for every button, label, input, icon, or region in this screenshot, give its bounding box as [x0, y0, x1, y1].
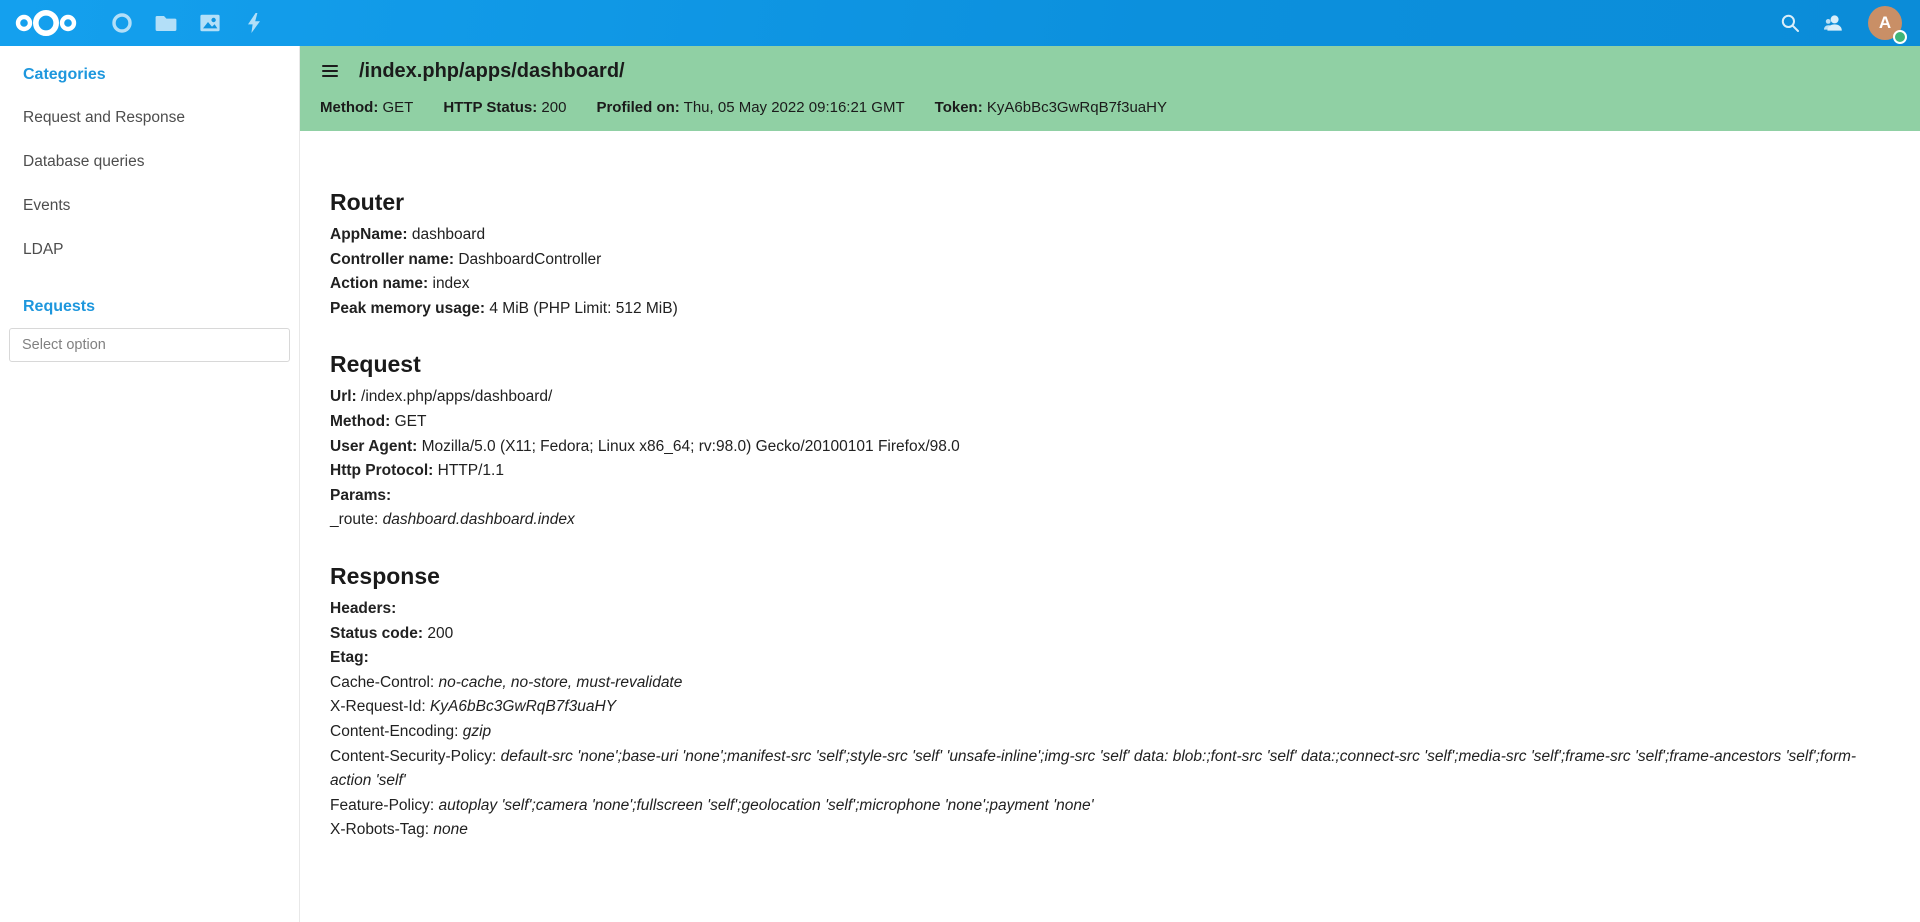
detail-line — [330, 622, 1860, 647]
detail-value: no-cache, no-store, must-revalidate — [434, 673, 683, 691]
topbar — [0, 0, 1920, 46]
detail-line — [330, 484, 1860, 509]
profiler-details — [300, 131, 1920, 913]
categories-heading: Categories — [23, 66, 106, 83]
magnifier-icon — [1780, 13, 1800, 33]
detail-label: Etag: — [330, 649, 369, 667]
detail-label: Status code: — [330, 624, 424, 642]
detail-line — [330, 818, 1860, 843]
detail-value: KyA6bBc3GwRqB7f3uaHY — [425, 698, 617, 716]
detail-line — [330, 597, 1860, 622]
detail-line — [330, 745, 1860, 794]
detail-line — [330, 297, 1860, 322]
detail-label: _route: — [330, 511, 379, 529]
detail-value: index — [428, 275, 470, 293]
meta-label: HTTP Status: — [443, 99, 538, 116]
detail-label: AppName: — [330, 226, 408, 243]
lightning-icon — [245, 12, 263, 34]
detail-value: dashboard.dashboard.index — [378, 511, 575, 529]
profiled-url-title: /index.php/apps/dashboard/ — [359, 59, 625, 82]
sidebar — [0, 46, 300, 922]
detail-line — [330, 385, 1860, 410]
sidebar-item-request-and-response[interactable]: Request and Response — [23, 109, 186, 126]
detail-value: none — [429, 821, 468, 839]
profile-header-meta-row — [313, 99, 1900, 116]
detail-label: X-Request-Id: — [330, 698, 426, 716]
requests-select[interactable]: Select option — [9, 328, 290, 362]
meta-method- — [320, 99, 413, 116]
detail-value: HTTP/1.1 — [433, 462, 504, 480]
folder-icon — [155, 12, 177, 34]
detail-line — [330, 223, 1860, 248]
detail-label: Content-Encoding: — [330, 722, 459, 740]
sidebar-item-ldap[interactable]: LDAP — [23, 241, 64, 258]
detail-label: Cache-Control: — [330, 673, 435, 691]
app-activity-button[interactable] — [232, 0, 276, 46]
detail-value: Mozilla/5.0 (X11; Fedora; Linux x86_64; rv:98.0) Gecko/20100101 Firefox/98.0 — [417, 437, 960, 455]
main-layout — [0, 46, 1920, 922]
requests-heading: Requests — [23, 298, 96, 315]
detail-line — [330, 720, 1860, 745]
detail-line — [330, 435, 1860, 460]
detail-line — [330, 695, 1860, 720]
online-status-dot — [1893, 30, 1907, 44]
nextcloud-logo-icon — [15, 8, 77, 38]
avatar[interactable] — [1868, 6, 1902, 40]
categories-list — [0, 96, 299, 272]
detail-label: Http Protocol: — [330, 462, 434, 480]
detail-value: gzip — [458, 722, 492, 740]
detail-label: Feature-Policy: — [330, 796, 435, 814]
detail-label: X-Robots-Tag: — [330, 821, 430, 839]
detail-line — [330, 671, 1860, 696]
detail-line — [330, 248, 1860, 273]
section-title: Response — [330, 562, 440, 589]
ring-icon — [111, 12, 133, 34]
section-response — [330, 563, 1860, 843]
app-navigation — [100, 0, 276, 46]
nextcloud-logo[interactable] — [14, 0, 78, 46]
hamburger-menu-icon[interactable] — [313, 56, 347, 86]
app-dashboard-button[interactable] — [100, 0, 144, 46]
sidebar-item-database-queries[interactable]: Database queries — [23, 153, 145, 170]
detail-line — [330, 508, 1860, 533]
meta-label: Token: — [934, 99, 983, 116]
detail-line — [330, 794, 1860, 819]
detail-line — [330, 410, 1860, 435]
profile-header-title-row — [313, 56, 1900, 86]
section-title: Router — [330, 189, 405, 215]
detail-line — [330, 459, 1860, 484]
app-files-button[interactable] — [144, 0, 188, 46]
detail-value: default-src 'none';base-uri 'none';manifest-src 'self';style-src 'self' 'unsafe-inline';img-src 'self' data: blob:;font-src 'self' data:;connect-src 'self';media-src 'self';frame-src 'self';frame-ancestors 'self';form-action 'self' — [330, 747, 1857, 790]
detail-label: Headers: — [330, 599, 397, 617]
detail-value: /index.php/apps/dashboard/ — [356, 388, 553, 406]
detail-label: Action name: — [330, 275, 429, 293]
detail-label: Method: — [330, 412, 391, 430]
detail-label: Peak memory usage: — [330, 299, 486, 317]
meta-value: GET — [378, 99, 414, 116]
detail-line — [330, 272, 1860, 297]
meta-profiled-on- — [596, 99, 904, 116]
meta-token- — [935, 99, 1167, 116]
detail-label: Controller name: — [330, 250, 455, 268]
detail-label: Params: — [330, 486, 392, 504]
section-title: Request — [330, 351, 421, 378]
meta-value: KyA6bBc3GwRqB7f3uaHY — [982, 99, 1167, 116]
person-icon — [1823, 12, 1845, 34]
meta-value: Thu, 05 May 2022 09:16:21 GMT — [679, 99, 905, 116]
contacts-button[interactable] — [1812, 0, 1856, 46]
detail-line — [330, 646, 1860, 671]
profile-header — [300, 46, 1920, 131]
detail-value: 4 MiB (PHP Limit: 512 MiB) — [485, 299, 678, 317]
search-button[interactable] — [1768, 0, 1812, 46]
section-router — [330, 189, 1860, 321]
avatar-initial: A — [1878, 13, 1892, 32]
detail-value: 200 — [423, 624, 454, 642]
app-photos-button[interactable] — [188, 0, 232, 46]
detail-label: Content-Security-Policy: — [330, 747, 497, 765]
detail-value: DashboardController — [454, 250, 602, 268]
meta-label: Profiled on: — [596, 99, 680, 116]
topbar-right — [1768, 0, 1912, 46]
meta-value: 200 — [537, 99, 567, 116]
detail-label: User Agent: — [330, 437, 418, 455]
sidebar-item-events[interactable]: Events — [23, 197, 71, 214]
detail-value: GET — [390, 412, 427, 430]
section-request — [330, 351, 1860, 533]
meta-http-status- — [443, 99, 566, 116]
image-icon — [199, 12, 221, 34]
detail-value: dashboard — [407, 226, 486, 243]
detail-label: Url: — [330, 388, 357, 406]
meta-label: Method: — [320, 99, 379, 116]
main-content — [300, 46, 1920, 922]
detail-value: autoplay 'self';camera 'none';fullscreen 'self';geolocation 'self';microphone 'none';payment 'none' — [434, 796, 1094, 814]
